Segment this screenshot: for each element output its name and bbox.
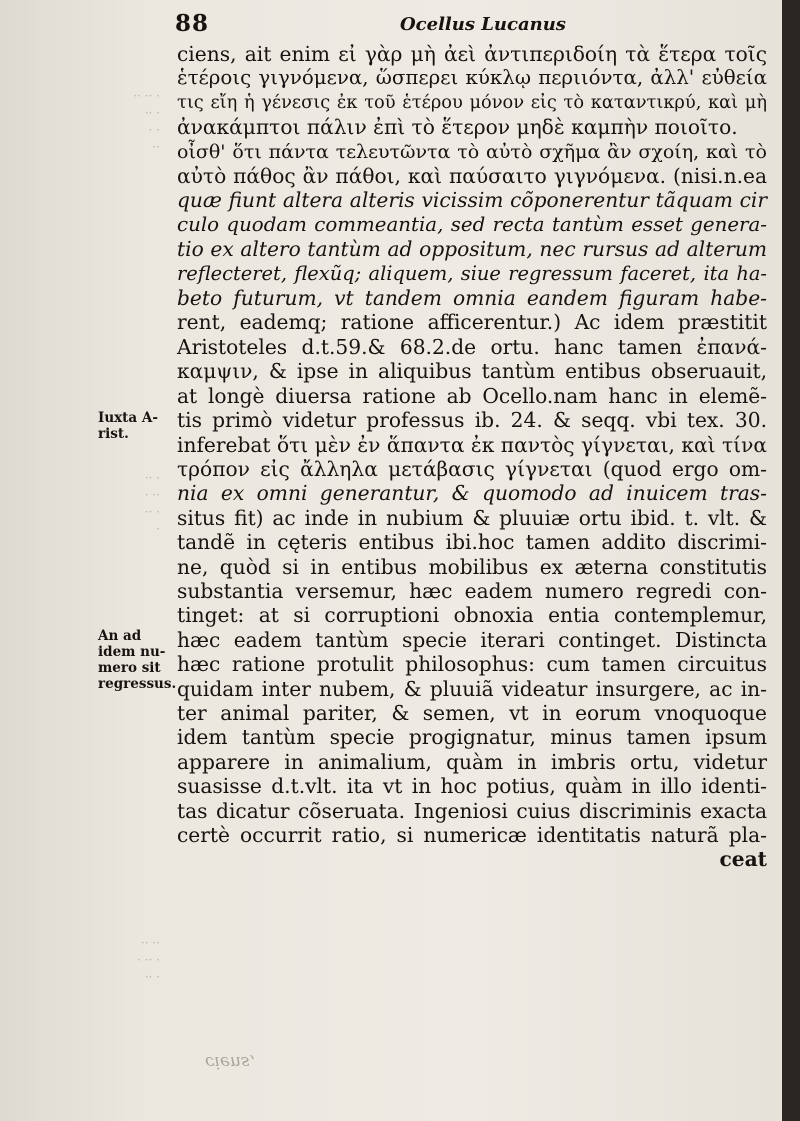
body-line: καμψιν, & ipse in aliquibus tantùm entibus obseruauit,	[177, 359, 767, 384]
bleed-through-marks: ·· ·· · ·· · · · ··	[133, 89, 160, 154]
body-line: ne, quòd si in entibus mobilibus ex æterna constitutis	[177, 554, 767, 579]
page-gutter-shadow	[782, 0, 800, 1121]
body-line: certè occurrit ratio, si numericæ identitatis naturã pla-	[177, 823, 767, 847]
body-line: culo quodam commeantia, sed recta tantùm esset genera-	[177, 212, 767, 236]
marginal-note-regressus	[98, 628, 176, 692]
body-line: reflecteret, flexũq; aliquem, siue regressum faceret, ita ha-	[177, 261, 767, 285]
body-line: hæc ratione protulit philosophus: cum tamen circuitus	[177, 652, 767, 677]
body-line: quidam inter nubem, & pluuiã videatur insurgere, ac in-	[177, 676, 767, 701]
marginal-note-line: rist.	[98, 426, 129, 442]
body-line: tio ex altero tantùm ad oppositum, nec rursus ad alterum	[177, 237, 767, 262]
marginal-note-juxta	[98, 410, 176, 442]
body-line: substantia versemur, hæc eadem numero regredi con-	[177, 578, 767, 603]
bleed-through-marks: ·· ·· · ·· · ·· ·	[137, 936, 160, 984]
marginal-note-line: idem nu-	[98, 644, 166, 660]
body-line: nia ex omni generantur, & quomodo ad inuicem tras-	[177, 481, 767, 506]
body-line: tinget: at si corruptioni obnoxia entia contemplemur,	[177, 603, 767, 628]
body-line: οἶσθ' ὅτι πάντα τελευτῶντα τὸ αὐτὸ σχῆμα ἂν σχοίη, καὶ τὸ	[177, 140, 767, 163]
body-line: τρόπον εἰς ἄλληλα μετάβασις γίγνεται (quod ergo om-	[177, 456, 767, 481]
bleed-through-marks: ·· · · ·· ·· · ·	[144, 471, 160, 536]
body-line: tas dicatur cõseruata. Ingeniosi cuius discriminis exacta	[177, 798, 767, 823]
body-line: τις εἴη ἡ γένεσις ἐκ τοῦ ἑτέρου μόνον εἰς τὸ καταντικρύ, καὶ μὴ	[177, 91, 767, 113]
running-head: Ocellus Lucanus	[400, 14, 566, 35]
body-line: Aristoteles d.t.59.& 68.2.de ortu. hanc tamen ἐπανά-	[177, 334, 767, 359]
catchword: ceat	[719, 847, 767, 872]
body-line: inferebat ὅτι μὲν ἐν ἅπαντα ἐκ παντὸς γίγνεται, καὶ τίνα	[177, 432, 767, 457]
body-line: at longè diuersa ratione ab Ocello.nam hanc in elemẽ-	[177, 383, 767, 408]
body-line: idem tantùm specie progignatur, minus tamen ipsum	[177, 725, 767, 750]
marginal-note-line: Iuxta A-	[98, 410, 158, 426]
body-line: hæc eadem tantùm specie iterari continget. Distincta	[177, 627, 767, 652]
body-line: ciens, ait enim εἰ γὰρ μὴ ἀεὶ ἀντιπεριδοίη τὰ ἕτερα τοῖς	[177, 42, 767, 66]
body-text	[177, 42, 767, 872]
body-line: tandẽ in cęteris entibus ibi.hoc tamen addito discrimi-	[177, 530, 767, 555]
body-line: ἀνακάμπτοι πάλιν ἐπὶ τὸ ἕτερον μηδὲ καμπὴν ποιοῖτο.	[177, 115, 738, 140]
body-line: beto futurum, vt tandem omnia eandem figuram habe-	[177, 286, 767, 311]
bleed-through-word: ciens,	[205, 1052, 256, 1072]
body-line: αὐτὸ πάθος ἂν πάθοι, καὶ παύσαιτο γιγνόμενα. (nisi.n.ea	[177, 164, 767, 189]
body-line: ἑτέροις γιγνόμενα, ὥσπερει κύκλῳ περιιόντα, ἀλλ' εὐθεία	[177, 66, 767, 90]
page-header	[175, 10, 775, 36]
body-line: tis primò videtur professus ib. 24. & seqq. vbi tex. 30.	[177, 408, 767, 433]
body-line: apparere in animalium, quàm in imbris ortu, videtur	[177, 749, 767, 774]
marginal-note-line: An ad	[98, 628, 142, 644]
body-line: suasisse d.t.vlt. ita vt in hoc potius, quàm in illo identi-	[177, 774, 767, 799]
body-line: ter animal pariter, & semen, vt in eorum vnoquoque	[177, 700, 767, 725]
marginal-note-line: regressus.	[98, 676, 177, 692]
body-line: quæ fiunt altera alteris vicissim cõponerentur tãquam cir	[177, 188, 767, 213]
marginal-note-line: mero sit	[98, 660, 161, 676]
page-number: 88	[175, 10, 210, 37]
body-line: rent, eademq; ratione afficerentur.) Ac idem præstitit	[177, 310, 767, 335]
body-line: situs fit) ac inde in nubium & pluuiæ ortu ibid. t. vlt. &	[177, 505, 767, 530]
